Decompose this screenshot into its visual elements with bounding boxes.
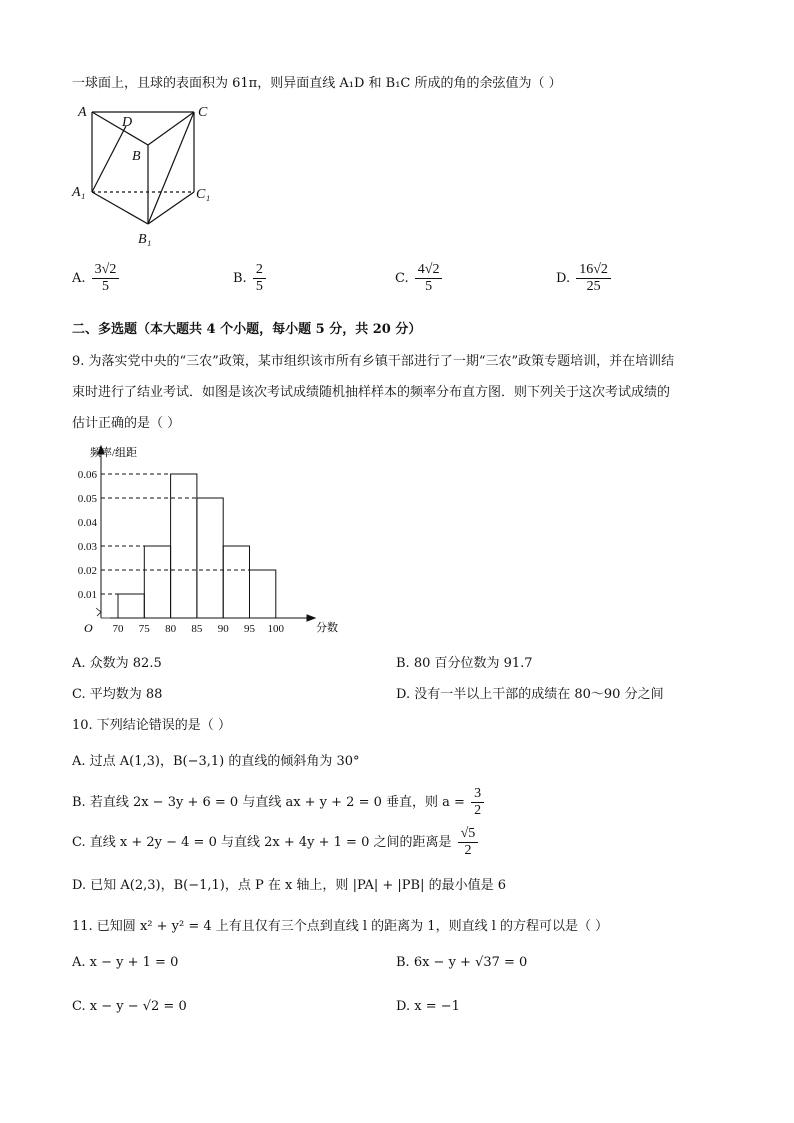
q9-stem-line3: 估计正确的是（ ） — [72, 416, 181, 431]
y-tick-label: 0.05 — [77, 493, 97, 505]
histogram-bar — [118, 594, 144, 618]
x-tick-label: 90 — [217, 623, 229, 635]
q9-stem-line2: 束时进行了结业考试．如图是该次考试成绩随机抽样样本的频率分布直方图．则下列关于这次考试成绩的 — [72, 385, 671, 400]
y-tick-label: 0.03 — [77, 541, 97, 553]
q8-option-d[interactable]: D. $\frac{16√2}{25}$ — [556, 262, 613, 295]
edge-AB — [92, 112, 148, 145]
q10-option-a[interactable]: A. 过点 A(1,3)，B(−3,1) 的直线的倾斜角为 30° — [72, 754, 360, 769]
histogram-bar — [197, 498, 223, 618]
label-A1: A₁ — [72, 185, 86, 200]
q8-option-b[interactable]: B. $\frac{2}{5}$ — [233, 262, 268, 295]
edge-A1B1 — [92, 192, 148, 224]
x-tick-label: 95 — [244, 623, 255, 635]
q9-option-d[interactable]: D. 没有一半以上干部的成绩在 80～90 分之间 — [396, 687, 664, 702]
y-tick-label: 0.04 — [77, 517, 97, 529]
q11-option-d[interactable]: D. x = −1 — [396, 999, 460, 1014]
q8-option-a[interactable]: A. $\frac{3√2}{5}$ — [72, 262, 121, 295]
q10-option-b[interactable]: B. 若直线 2x − 3y + 6 = 0 与直线 ax + y + 2 = 0 垂直，则 a = $\frac{3}{2}$ — [72, 786, 486, 819]
y-tick-label: 0.06 — [77, 469, 97, 481]
segment-A1D — [92, 126, 126, 192]
label-B1: B₁ — [138, 232, 152, 247]
x-tick-label: 80 — [165, 623, 177, 635]
prism-figure — [70, 98, 220, 250]
histogram-chart — [70, 440, 340, 640]
label-B: B — [132, 149, 141, 164]
label-A: A — [78, 105, 87, 120]
histogram-bar — [144, 546, 170, 618]
y-axis-label: 频率/组距 — [90, 447, 138, 459]
origin-label: O — [84, 621, 93, 635]
q8-option-c[interactable]: C. $\frac{4√2}{5}$ — [395, 262, 444, 295]
q9-option-b[interactable]: B. 80 百分位数为 91.7 — [396, 656, 533, 671]
label-C: C — [198, 105, 208, 120]
q10-stem: 10. 下列结论错误的是（ ） — [72, 718, 231, 733]
histogram-bar — [171, 474, 197, 618]
label-C1: C₁ — [196, 187, 211, 202]
q11-option-a[interactable]: A. x − y + 1 = 0 — [72, 955, 179, 970]
q8-stem: 一球面上，且球的表面积为 61π，则异面直线 A₁D 和 B₁C 所成的角的余弦值为（ ） — [72, 76, 562, 91]
q10-option-c[interactable]: C. 直线 x + 2y − 4 = 0 与直线 2x + 4y + 1 = 0 之间的距离是 $\frac{√5}{2}$ — [72, 826, 480, 859]
x-tick-label: 70 — [112, 623, 124, 635]
x-tick-label: 75 — [138, 623, 150, 635]
axis-break — [96, 608, 110, 618]
q9-option-c[interactable]: C. 平均数为 88 — [72, 687, 163, 702]
q11-option-b[interactable]: B. 6x − y + √37 = 0 — [396, 955, 528, 970]
y-tick-label: 0.01 — [77, 589, 97, 601]
label-D: D — [122, 115, 133, 130]
histogram-bar — [250, 570, 276, 618]
section-heading: 二、多选题（本大题共 4 个小题，每小题 5 分，共 20 分） — [72, 322, 422, 337]
x-tick-label: 85 — [191, 623, 203, 635]
q10-option-d[interactable]: D. 已知 A(2,3)，B(−1,1)，点 P 在 x 轴上，则 |PA| + |PB| 的最小值是 6 — [72, 878, 507, 893]
q11-stem: 11. 已知圆 x² + y² = 4 上有且仅有三个点到直线 l 的距离为 1，则直线 l 的方程可以是（ ） — [72, 919, 609, 934]
x-axis-label: 分数 — [316, 622, 338, 634]
q9-stem-line1: 9. 为落实党中央的“三农”政策，某市组织该市所有乡镇干部进行了一期“三农”政策专题培训，并在培训结 — [72, 354, 675, 369]
q11-option-c[interactable]: C. x − y − √2 = 0 — [72, 999, 187, 1014]
q9-option-a[interactable]: A. 众数为 82.5 — [72, 656, 162, 671]
histogram-bar — [223, 546, 249, 618]
x-tick-label: 100 — [267, 623, 285, 635]
x-axis-arrow — [307, 615, 315, 621]
y-tick-label: 0.02 — [77, 565, 97, 577]
